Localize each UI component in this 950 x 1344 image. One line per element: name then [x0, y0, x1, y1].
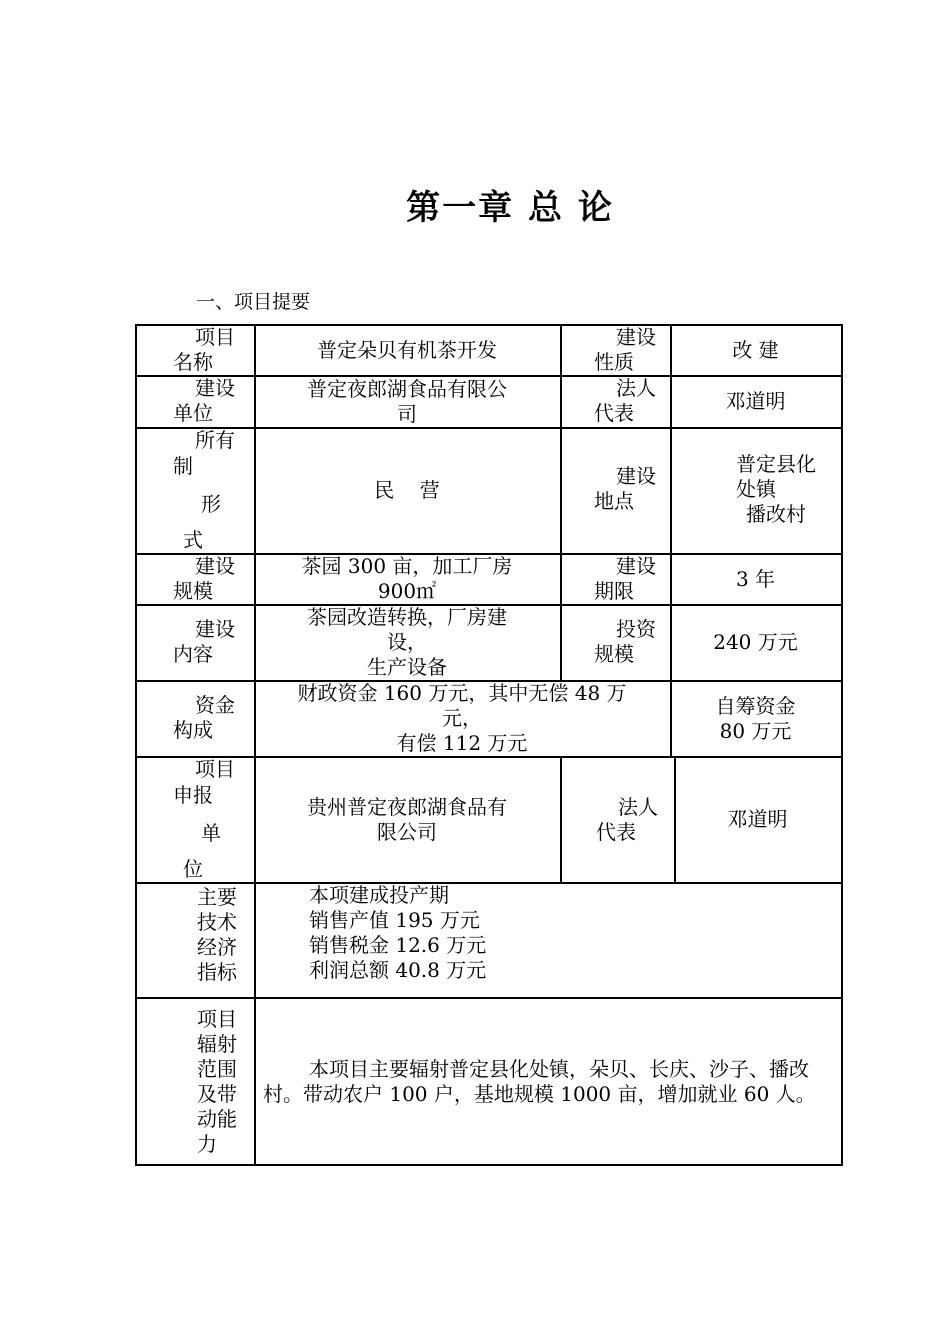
funding-value: 财政资金 160 万元，其中无偿 48 万 元， 有偿 112 万元 — [297, 681, 627, 755]
construction-scale-value: 茶园 300 亩，加工厂房 900㎡ — [301, 554, 513, 603]
investment-scale-value: 240 万元 — [713, 630, 798, 654]
construction-content-label: 建设 内容 — [173, 617, 235, 666]
legal-rep-label: 法人 代表 — [594, 376, 656, 425]
applicant-rep-label: 法人 代表 — [596, 795, 658, 844]
indicators-value: 本项建成投产期 销售产值 195 万元 销售税金 12.6 万元 利润总额 40.8 万元 — [309, 883, 487, 982]
applicant-rep-value: 邓道明 — [727, 807, 788, 831]
construction-scale-label: 建设 规模 — [173, 554, 235, 603]
legal-rep-value: 邓道明 — [725, 389, 786, 413]
radiation-label: 项目 辐射 范围 及带 动能 力 — [197, 1007, 237, 1156]
construction-unit-label: 建设 单位 — [173, 376, 235, 425]
self-raised-funds: 自筹资金 80 万元 — [715, 693, 796, 743]
radiation-value: 本项目主要辐射普定县化处镇，朵贝、长庆、沙子、播改 村。带动农户 100 户，基地规模 1000 亩，增加就业 60 人。 — [263, 1057, 816, 1106]
applicant-label: 项目 申报 单 位 — [173, 757, 235, 881]
construction-period-label: 建设 期限 — [594, 554, 656, 603]
section-heading: 一、项目提要 — [196, 291, 311, 313]
construction-nature-label: 建设 性质 — [594, 325, 656, 374]
construction-nature-value: 改 建 — [732, 337, 779, 362]
construction-site-label: 建设 地点 — [594, 464, 656, 513]
construction-content-value: 茶园改造转换，厂房建 设， 生产设备 — [307, 605, 507, 679]
construction-unit-value: 普定夜郎湖食品有限公 司 — [307, 376, 507, 426]
project-name-value: 普定朵贝有机茶开发 — [317, 337, 497, 362]
construction-site-value: 普定县化 处镇 播改村 — [736, 452, 816, 526]
funding-label: 资金 构成 — [173, 693, 235, 742]
indicators-label: 主要 技术 经济 指标 — [197, 885, 237, 984]
applicant-value: 贵州普定夜郎湖食品有 限公司 — [307, 794, 507, 844]
investment-scale-label: 投资 规模 — [594, 617, 656, 666]
table-border — [135, 1164, 843, 1166]
construction-period-value: 3 年 — [735, 566, 776, 591]
chapter-title: 第一章 总 论 — [406, 188, 614, 228]
ownership-label: 所有 制 形 式 — [173, 428, 235, 552]
project-name-label: 项目 名称 — [173, 325, 235, 374]
ownership-value: 民 营 — [374, 478, 440, 502]
project-summary-table — [135, 324, 843, 1166]
table-border — [841, 324, 843, 1166]
